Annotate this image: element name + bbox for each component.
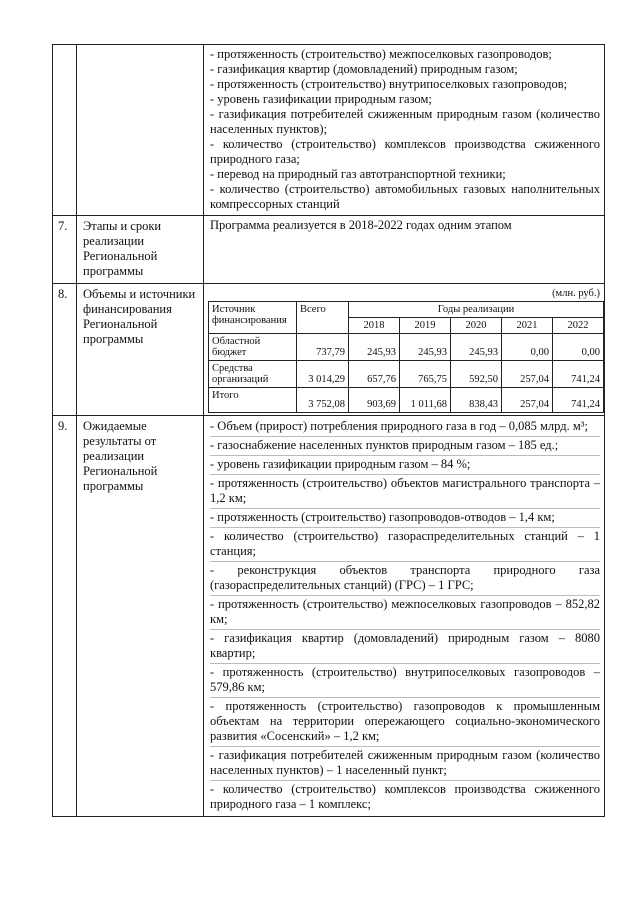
header-year: 2021 — [502, 318, 553, 334]
header-year: 2019 — [400, 318, 451, 334]
header-years-group: Годы реализации — [349, 302, 604, 318]
header-source: Источник финансирования — [209, 302, 297, 334]
total-value: 3 014,29 — [297, 361, 349, 388]
year-value: 245,93 — [451, 334, 502, 361]
source-name: Средства организаций — [209, 361, 297, 388]
list-item: - газификация потребителей сжиженным природным газом (количество населенных пунктов); — [210, 107, 600, 136]
year-value: 838,43 — [451, 388, 502, 413]
list-item: - газификация квартир (домовладений) природным газом – 8080 квартир; — [210, 630, 600, 664]
results-cell — [204, 416, 605, 817]
total-value: 737,79 — [297, 334, 349, 361]
row-label-cell — [77, 45, 204, 216]
list-item: - количество (строительство) автомобильных газовых наполнительных компрессорных станций — [210, 182, 600, 211]
list-item: - газификация квартир (домовладений) природным газом; — [210, 62, 518, 76]
year-value: 245,93 — [349, 334, 400, 361]
list-item: - количество (строительство) газораспределительных станций – 1 станция; — [210, 528, 600, 562]
source-name: Итого — [209, 388, 297, 413]
year-value: 741,24 — [553, 388, 604, 413]
total-value: 3 752,08 — [297, 388, 349, 413]
row-9 — [53, 416, 605, 817]
row-8 — [53, 284, 605, 416]
list-item: - протяженность (строительство) внутрипоселковых газопроводов – 579,86 км; — [210, 664, 600, 698]
list-item: - протяженность (строительство) внутрипоселковых газопроводов; — [210, 77, 568, 91]
year-value: 765,75 — [400, 361, 451, 388]
financing-table — [208, 301, 604, 413]
row-label: Этапы и сроки реализации Региональной программы — [77, 216, 204, 284]
row-content-cell — [204, 45, 605, 216]
header-year: 2022 — [553, 318, 604, 334]
year-value: 0,00 — [553, 334, 604, 361]
financing-cell — [204, 284, 605, 416]
year-value: 257,04 — [502, 388, 553, 413]
list-item: - газоснабжение населенных пунктов природным газом – 185 ед.; — [210, 437, 600, 456]
list-item: - уровень газификации природным газом – 84 %; — [210, 456, 600, 475]
year-value: 0,00 — [502, 334, 553, 361]
list-item: - протяженность (строительство) объектов магистрального транспорта – 1,2 км; — [210, 475, 600, 509]
list-item: - газификация потребителей сжиженным природным газом (количество населенных пунктов) – 1 населенный пункт; — [210, 747, 600, 781]
row-label: Ожидаемые результаты от реализации Региональной программы — [77, 416, 204, 817]
year-value: 741,24 — [553, 361, 604, 388]
continuation-row — [53, 45, 605, 216]
year-value: 257,04 — [502, 361, 553, 388]
year-value: 592,50 — [451, 361, 502, 388]
row-number: 9. — [53, 416, 77, 817]
row-number: 8. — [53, 284, 77, 416]
source-name: Областной бюджет — [209, 334, 297, 361]
year-value: 1 011,68 — [400, 388, 451, 413]
header-year: 2020 — [451, 318, 502, 334]
year-value: 903,69 — [349, 388, 400, 413]
list-item: - протяженность (строительство) межпоселковых газопроводов – 852,82 км; — [210, 596, 600, 630]
list-item: - Объем (прирост) потребления природного газа в год – 0,085 млрд. м³; — [210, 418, 600, 437]
list-item: - перевод на природный газ автотранспортной техники; — [210, 167, 506, 181]
list-item: - протяженность (строительство) межпоселковых газопроводов; — [210, 47, 552, 61]
header-total: Всего — [297, 302, 349, 334]
units-label: (млн. руб.) — [552, 288, 600, 299]
year-value: 657,76 — [349, 361, 400, 388]
table-row — [209, 334, 604, 361]
program-passport-table — [52, 44, 605, 817]
list-item: - реконструкция объектов транспорта природного газа (газораспределительных станций) (ГРС) – 1 ГРС; — [210, 562, 600, 596]
row-7 — [53, 216, 605, 284]
row-number-cell — [53, 45, 77, 216]
table-row — [209, 388, 604, 413]
header-year: 2018 — [349, 318, 400, 334]
row-label: Объемы и источники финансирования Региональной программы — [77, 284, 204, 416]
row-number: 7. — [53, 216, 77, 284]
list-item: - протяженность (строительство) газопроводов-отводов – 1,4 км; — [210, 509, 600, 528]
row-text: Программа реализуется в 2018-2022 годах одним этапом — [204, 216, 605, 284]
table-row — [209, 361, 604, 388]
list-item: - уровень газификации природным газом; — [210, 92, 432, 106]
list-item: - протяженность (строительство) газопроводов к промышленным объектам на территории опережающего социально-экономического развития «Сосенский» – 1,2 км; — [210, 698, 600, 747]
list-item: - количество (строительство) комплексов производства сжиженного природного газа; — [210, 137, 600, 166]
list-item: - количество (строительство) комплексов производства сжиженного природного газа – 1 комплекс; — [210, 782, 600, 811]
year-value: 245,93 — [400, 334, 451, 361]
